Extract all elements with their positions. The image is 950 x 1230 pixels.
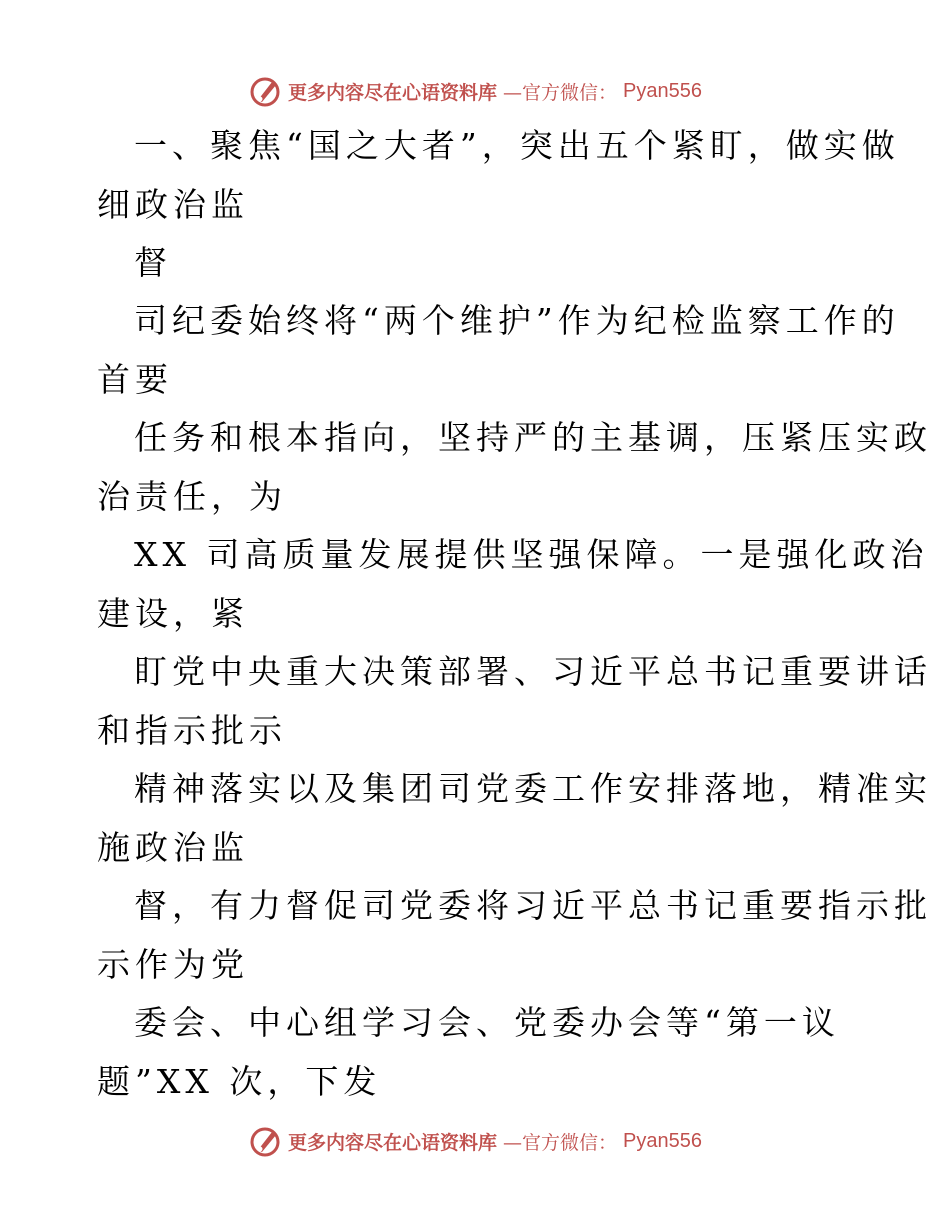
body-line: 任务和根本指向，坚持严的主基调，压紧压实政 — [134, 418, 932, 457]
banner-text: 更多内容尽在心语资料库 — [288, 81, 498, 104]
body-line: 委会、中心组学习会、党委办会等“第一议 — [134, 1003, 840, 1042]
footer-banner — [0, 1121, 950, 1161]
pen-logo-icon — [248, 74, 282, 108]
body-line: 题”XX 次，下发 — [97, 1062, 382, 1101]
pen-logo-icon — [248, 1124, 282, 1158]
body-line: 督，有力督促司党委将习近平总书记重要指示批 — [134, 886, 932, 925]
body-line: 建设，紧 — [97, 594, 249, 633]
body-line: 治责任，为 — [97, 477, 287, 516]
body-line: 细政治监 — [97, 185, 249, 224]
banner-wechat-id: Pyan556 — [623, 79, 702, 102]
body-line: 盯党中央重大决策部署、习近平总书记重要讲话 — [134, 652, 932, 691]
body-line: 示作为党 — [97, 945, 249, 984]
body-line: 督 — [134, 243, 172, 282]
body-line: 首要 — [97, 360, 173, 399]
banner-separator: —官方微信： — [503, 1131, 618, 1154]
banner-text: 更多内容尽在心语资料库 — [288, 1131, 498, 1154]
body-line: 和指示批示 — [97, 711, 287, 750]
banner-separator: —官方微信： — [503, 81, 618, 104]
body-line: 精神落实以及集团司党委工作安排落地，精准实 — [134, 769, 932, 808]
banner-wechat-id: Pyan556 — [623, 1129, 702, 1152]
body-line: 司纪委始终将“两个维护”作为纪检监察工作的 — [134, 301, 900, 340]
body-line: XX 司高质量发展提供坚强保障。一是强化政治 — [134, 535, 929, 574]
header-banner — [0, 71, 950, 111]
body-line: 施政治监 — [97, 828, 249, 867]
body-line: 一、聚焦“国之大者”，突出五个紧盯，做实做 — [134, 126, 900, 165]
